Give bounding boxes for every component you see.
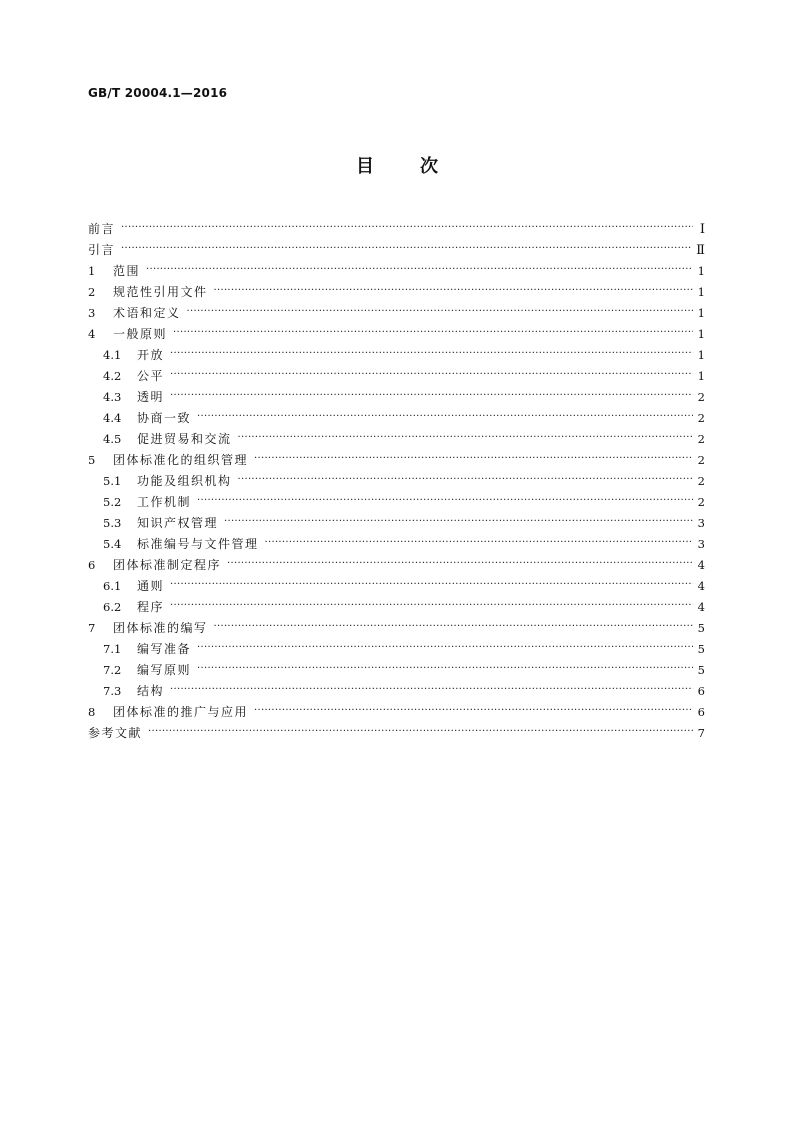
toc-entry-number: 3 xyxy=(88,306,96,320)
dot-leader xyxy=(197,636,693,657)
toc-entry-number: 5.1 xyxy=(103,474,122,488)
toc-entry-page: 6 xyxy=(697,705,705,719)
toc-entry-title: 引言 xyxy=(88,243,116,257)
dot-leader xyxy=(197,657,693,678)
toc-entry-number: 6.2 xyxy=(103,600,122,614)
toc-entry-page: Ⅱ xyxy=(696,243,705,258)
document-code: GB/T 20004.1—2016 xyxy=(88,86,228,100)
toc-entry-number: 2 xyxy=(88,285,96,299)
toc-entry-number: 7.3 xyxy=(103,684,122,698)
toc-entry-title: 功能及组织机构 xyxy=(137,474,232,488)
toc-entry-number: 5.4 xyxy=(103,537,122,551)
dot-leader xyxy=(214,279,693,300)
dot-leader xyxy=(238,468,693,489)
toc-entry-title: 范围 xyxy=(113,264,141,278)
dot-leader xyxy=(254,699,693,720)
dot-leader xyxy=(121,237,692,258)
toc-entry-title: 知识产权管理 xyxy=(137,516,219,530)
toc-entry-number: 5.2 xyxy=(103,495,122,509)
toc-entry-page: 1 xyxy=(697,264,705,278)
dot-leader xyxy=(170,342,693,363)
dot-leader xyxy=(197,489,693,510)
toc-entry-number: 4.4 xyxy=(103,411,122,425)
toc-entry-title: 开放 xyxy=(137,348,165,362)
toc-entry-page: 5 xyxy=(697,642,705,656)
dot-leader xyxy=(265,531,693,552)
toc-entry-number: 4.5 xyxy=(103,432,122,446)
toc-entry-number: 4.3 xyxy=(103,390,122,404)
toc-entry-title: 术语和定义 xyxy=(113,306,181,320)
dot-leader xyxy=(238,426,693,447)
dot-leader xyxy=(170,363,693,384)
toc-entry-title: 促进贸易和交流 xyxy=(137,432,232,446)
dot-leader xyxy=(214,615,693,636)
toc-entry-title: 规范性引用文件 xyxy=(113,285,208,299)
dot-leader xyxy=(170,678,693,699)
toc-entry-page: 1 xyxy=(697,285,705,299)
toc-entry-title: 团体标准的推广与应用 xyxy=(113,705,249,719)
toc-entry-number: 7 xyxy=(88,621,96,635)
toc-entry-page: 1 xyxy=(697,306,705,320)
toc-entry-number: 8 xyxy=(88,705,96,719)
toc-entry-title: 一般原则 xyxy=(113,327,168,341)
toc-entry-page: 1 xyxy=(697,369,705,383)
toc-entry-title: 标准编号与文件管理 xyxy=(137,537,259,551)
toc-entry-title: 团体标准的编写 xyxy=(113,621,208,635)
toc-entry-page: 2 xyxy=(697,390,705,404)
toc-entry-number: 4 xyxy=(88,327,96,341)
dot-leader xyxy=(170,573,693,594)
toc-entry-title: 团体标准制定程序 xyxy=(113,558,222,572)
toc-entry-number: 4.1 xyxy=(103,348,122,362)
toc-entry-title: 程序 xyxy=(137,600,165,614)
toc-entry-number: 4.2 xyxy=(103,369,122,383)
dot-leader xyxy=(227,552,693,573)
toc-entry-page: 1 xyxy=(697,348,705,362)
toc-entry-number: 5.3 xyxy=(103,516,122,530)
toc-entry-title: 编写原则 xyxy=(137,663,192,677)
toc-entry-number: 5 xyxy=(88,453,96,467)
toc-entry-title: 结构 xyxy=(137,684,165,698)
toc-entry-page: 3 xyxy=(697,516,705,530)
toc-entry-page: 3 xyxy=(697,537,705,551)
dot-leader xyxy=(197,405,693,426)
toc-entry-title: 公平 xyxy=(137,369,165,383)
toc-entry-title: 团体标准化的组织管理 xyxy=(113,453,249,467)
dot-leader xyxy=(170,594,693,615)
page-title: 目次 xyxy=(356,156,484,177)
toc-entry-page: 7 xyxy=(697,726,705,740)
table-of-contents xyxy=(88,219,705,744)
toc-entry-page: 2 xyxy=(697,411,705,425)
toc-entry-page: 4 xyxy=(697,558,705,572)
toc-entry-page: 5 xyxy=(697,621,705,635)
dot-leader xyxy=(121,216,693,237)
dot-leader xyxy=(170,384,693,405)
toc-entry-title: 协商一致 xyxy=(137,411,192,425)
toc-entry-number: 6.1 xyxy=(103,579,122,593)
toc-entry-number: 7.1 xyxy=(103,642,122,656)
toc-entry-page: 4 xyxy=(697,579,705,593)
toc-entry-page: 5 xyxy=(697,663,705,677)
toc-entry-page: 1 xyxy=(697,327,705,341)
toc-entry-title: 参考文献 xyxy=(88,726,143,740)
toc-entry-title: 工作机制 xyxy=(137,495,192,509)
toc-entry-number: 6 xyxy=(88,558,96,572)
toc-entry-title: 通则 xyxy=(137,579,165,593)
dot-leader xyxy=(148,720,693,741)
toc-entry-page: 2 xyxy=(697,495,705,509)
dot-leader xyxy=(146,258,693,279)
toc-entry-title: 透明 xyxy=(137,390,165,404)
toc-entry-page: 2 xyxy=(697,453,705,467)
toc-entry-page: 2 xyxy=(697,432,705,446)
toc-entry-page: 6 xyxy=(697,684,705,698)
toc-entry-number: 1 xyxy=(88,264,96,278)
toc-entry-title: 编写准备 xyxy=(137,642,192,656)
toc-entry-title: 前言 xyxy=(88,222,116,236)
toc-entry[interactable] xyxy=(88,723,705,744)
toc-entry-page: 4 xyxy=(697,600,705,614)
dot-leader xyxy=(173,321,693,342)
toc-entry-number: 7.2 xyxy=(103,663,122,677)
toc-entry-page: Ⅰ xyxy=(699,222,705,237)
dot-leader xyxy=(187,300,693,321)
toc-entry-page: 2 xyxy=(697,474,705,488)
dot-leader xyxy=(254,447,693,468)
dot-leader xyxy=(224,510,693,531)
